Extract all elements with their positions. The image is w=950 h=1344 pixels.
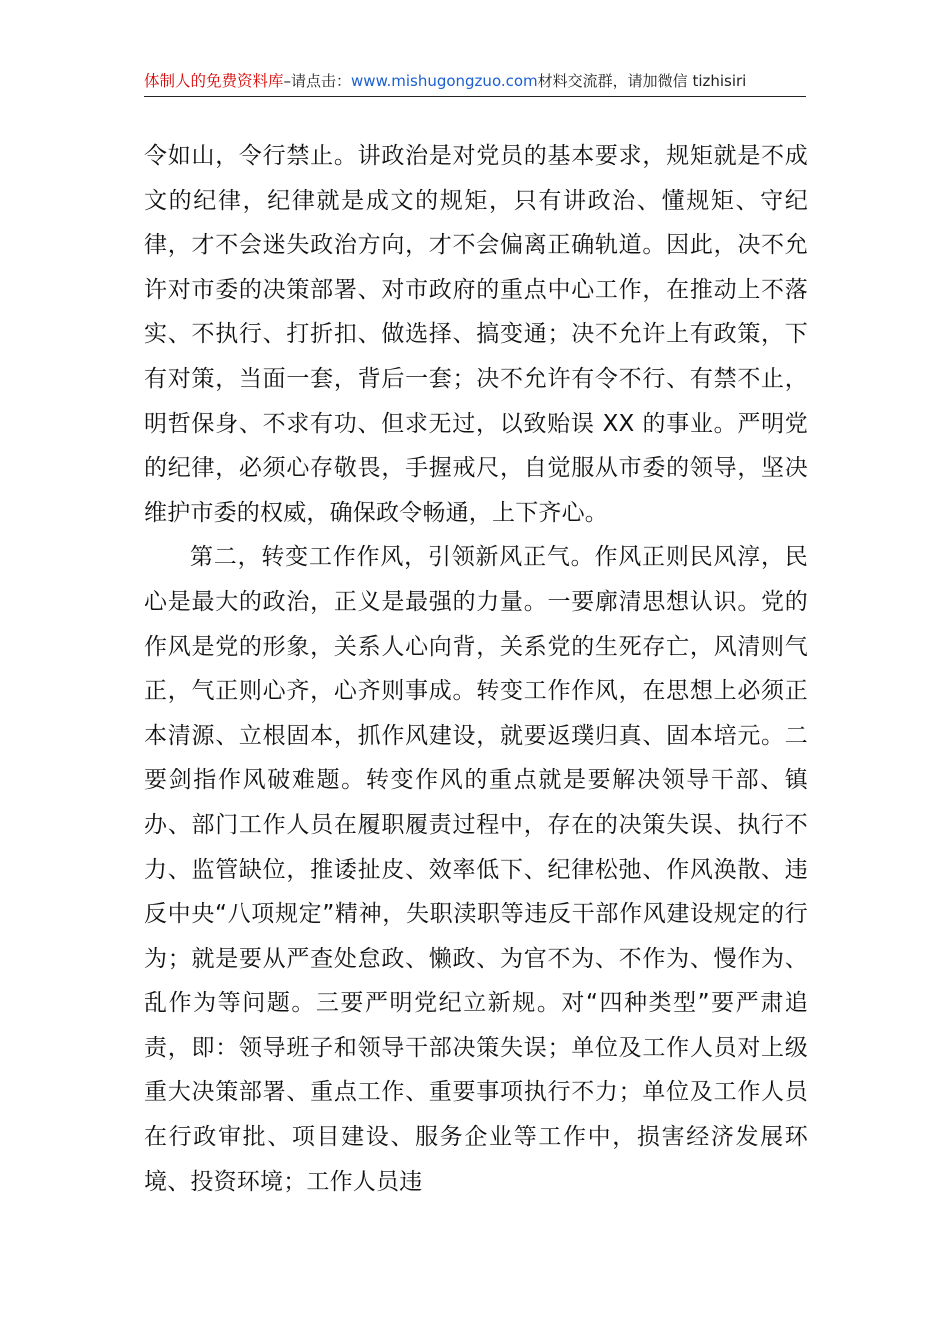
page-header: [144, 70, 806, 97]
document-body: [144, 134, 808, 1204]
header-brand: 体制人的免费资料库: [144, 72, 284, 90]
paragraph-continued: 令如山，令行禁止。讲政治是对党员的基本要求，规矩就是不成文的纪律，纪律就是成文的规矩，只有讲政治、懂规矩、守纪律，才不会迷失政治方向，才不会偏离正确轨道。因此，决不允许对市委的决策部署、对市政府的重点中心工作，在推动上不落实、不执行、打折扣、做选择、搞变通；决不允许上有政策，下有对策，当面一套，背后一套；决不允许有令不行、有禁不止，明哲保身、不求有功、但求无过，以致贻误 XX 的事业。严明党的纪律，必须心存敬畏，手握戒尺，自觉服从市委的领导，坚决维护市委的权威，确保政令畅通，上下齐心。: [144, 143, 808, 526]
header-prompt: –请点击：: [283, 72, 352, 90]
paragraph-second-point: 第二，转变工作作风，引领新风正气。作风正则民风淳，民心是最大的政治，正义是最强的力量。一要廓清思想认识。党的作风是党的形象，关系人心向背，关系党的生死存亡，风清则气正，气正则心齐，心齐则事成。转变工作作风，在思想上必须正本清源、立根固本，抓作风建设，就要返璞归真、固本培元。二要剑指作风破难题。转变作风的重点就是要解决领导干部、镇办、部门工作人员在履职履责过程中，存在的决策失误、执行不力、监管缺位，推诿扯皮、效率低下、纪律松弛、作风涣散、违反中央“八项规定”精神，失职渎职等违反干部作风建设规定的行为；就是要从严查处怠政、懒政、为官不为、不作为、慢作为、乱作为等问题。三要严明党纪立新规。对“四种类型”要严肃追责，即：领导班子和领导干部决策失误；单位及工作人员对上级重大决策部署、重点工作、重要事项执行不力；单位及工作人员在行政审批、项目建设、服务企业等工作中，损害经济发展环境、投资环境；工作人员违: [144, 544, 808, 1195]
header-contact-note: 材料交流群，请加微信 tizhisiri: [537, 72, 747, 90]
header-url-link[interactable]: www.mishugongzuo.com: [351, 72, 538, 90]
